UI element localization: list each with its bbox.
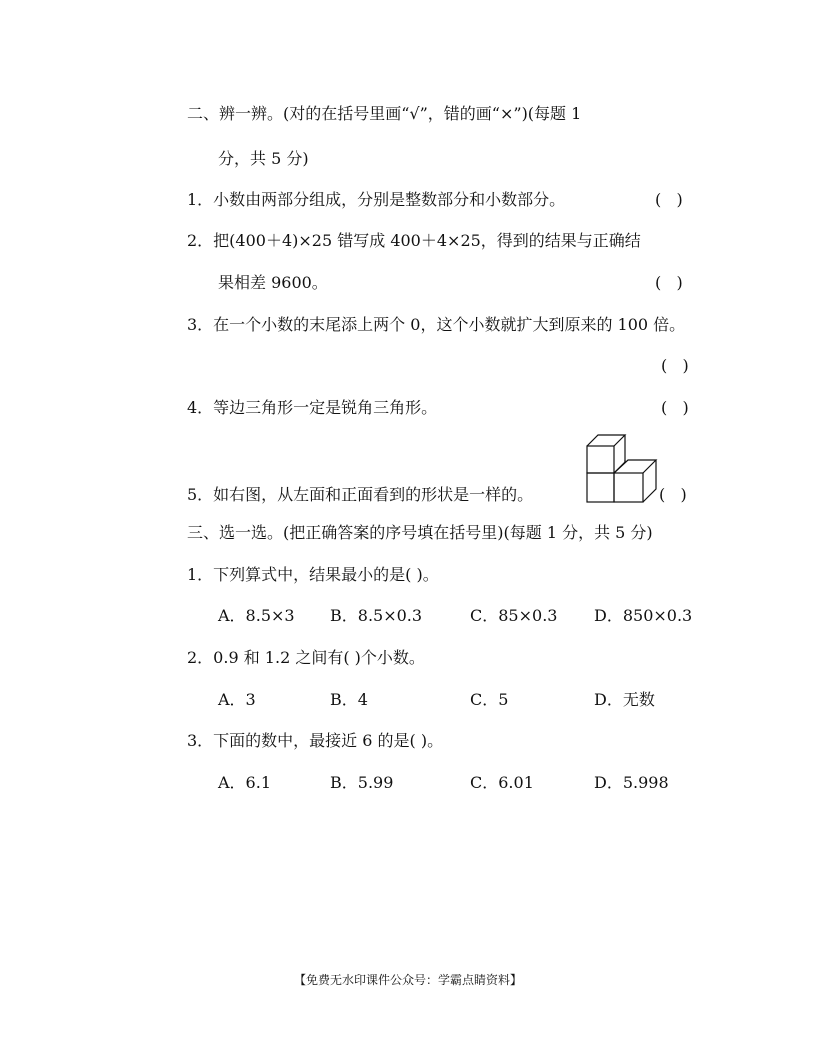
answer-blank-3[interactable]: ( ) — [661, 356, 689, 375]
option-3d: D．5.998 — [594, 773, 669, 792]
answer-blank-5[interactable]: ( ) — [659, 485, 687, 504]
section3-question-3: 3．下面的数中，最接近 6 的是( )。 — [187, 731, 444, 750]
answer-blank-4[interactable]: ( ) — [661, 398, 689, 417]
option-1b: B．8.5×0.3 — [330, 606, 423, 625]
section2-question-1: 1．小数由两部分组成，分别是整数部分和小数部分。 — [187, 190, 566, 209]
section2-heading-line2: 分，共 5 分) — [218, 149, 309, 168]
cube-stack-figure — [585, 433, 661, 505]
option-3a: A．6.1 — [218, 773, 272, 792]
option-2d: D．无数 — [594, 690, 655, 709]
answer-blank-2[interactable]: ( ) — [655, 273, 683, 292]
section3-heading: 三、选一选。(把正确答案的序号填在括号里)(每题 1 分，共 5 分) — [187, 523, 653, 542]
section2-heading-line1: 二、辨一辨。(对的在括号里画“√”，错的画“×”)(每题 1 — [187, 104, 582, 123]
option-1a: A．8.5×3 — [218, 606, 295, 625]
option-2b: B．4 — [330, 690, 368, 709]
section2-question-4: 4．等边三角形一定是锐角三角形。 — [187, 398, 438, 417]
section2-question-2-line2: 果相差 9600。 — [218, 273, 328, 292]
section2-question-5: 5．如右图，从左面和正面看到的形状是一样的。 — [187, 485, 534, 504]
footer-note: 【免费无水印课件公众号：学霸点睛资料】 — [293, 973, 522, 987]
option-1c: C．85×0.3 — [470, 606, 558, 625]
option-2a: A．3 — [218, 690, 256, 709]
answer-blank-1[interactable]: ( ) — [655, 190, 683, 209]
option-1d: D．850×0.3 — [594, 606, 693, 625]
section3-question-2: 2．0.9 和 1.2 之间有( )个小数。 — [187, 648, 425, 667]
cube-lines — [587, 435, 656, 502]
section2-question-3: 3．在一个小数的末尾添上两个 0，这个小数就扩大到原来的 100 倍。 — [187, 315, 686, 334]
option-3c: C．6.01 — [470, 773, 534, 792]
option-2c: C．5 — [470, 690, 509, 709]
option-3b: B．5.99 — [330, 773, 394, 792]
section2-question-2-line1: 2．把(400＋4)×25 错写成 400＋4×25，得到的结果与正确结 — [187, 231, 641, 250]
section3-question-1: 1．下列算式中，结果最小的是( )。 — [187, 565, 439, 584]
